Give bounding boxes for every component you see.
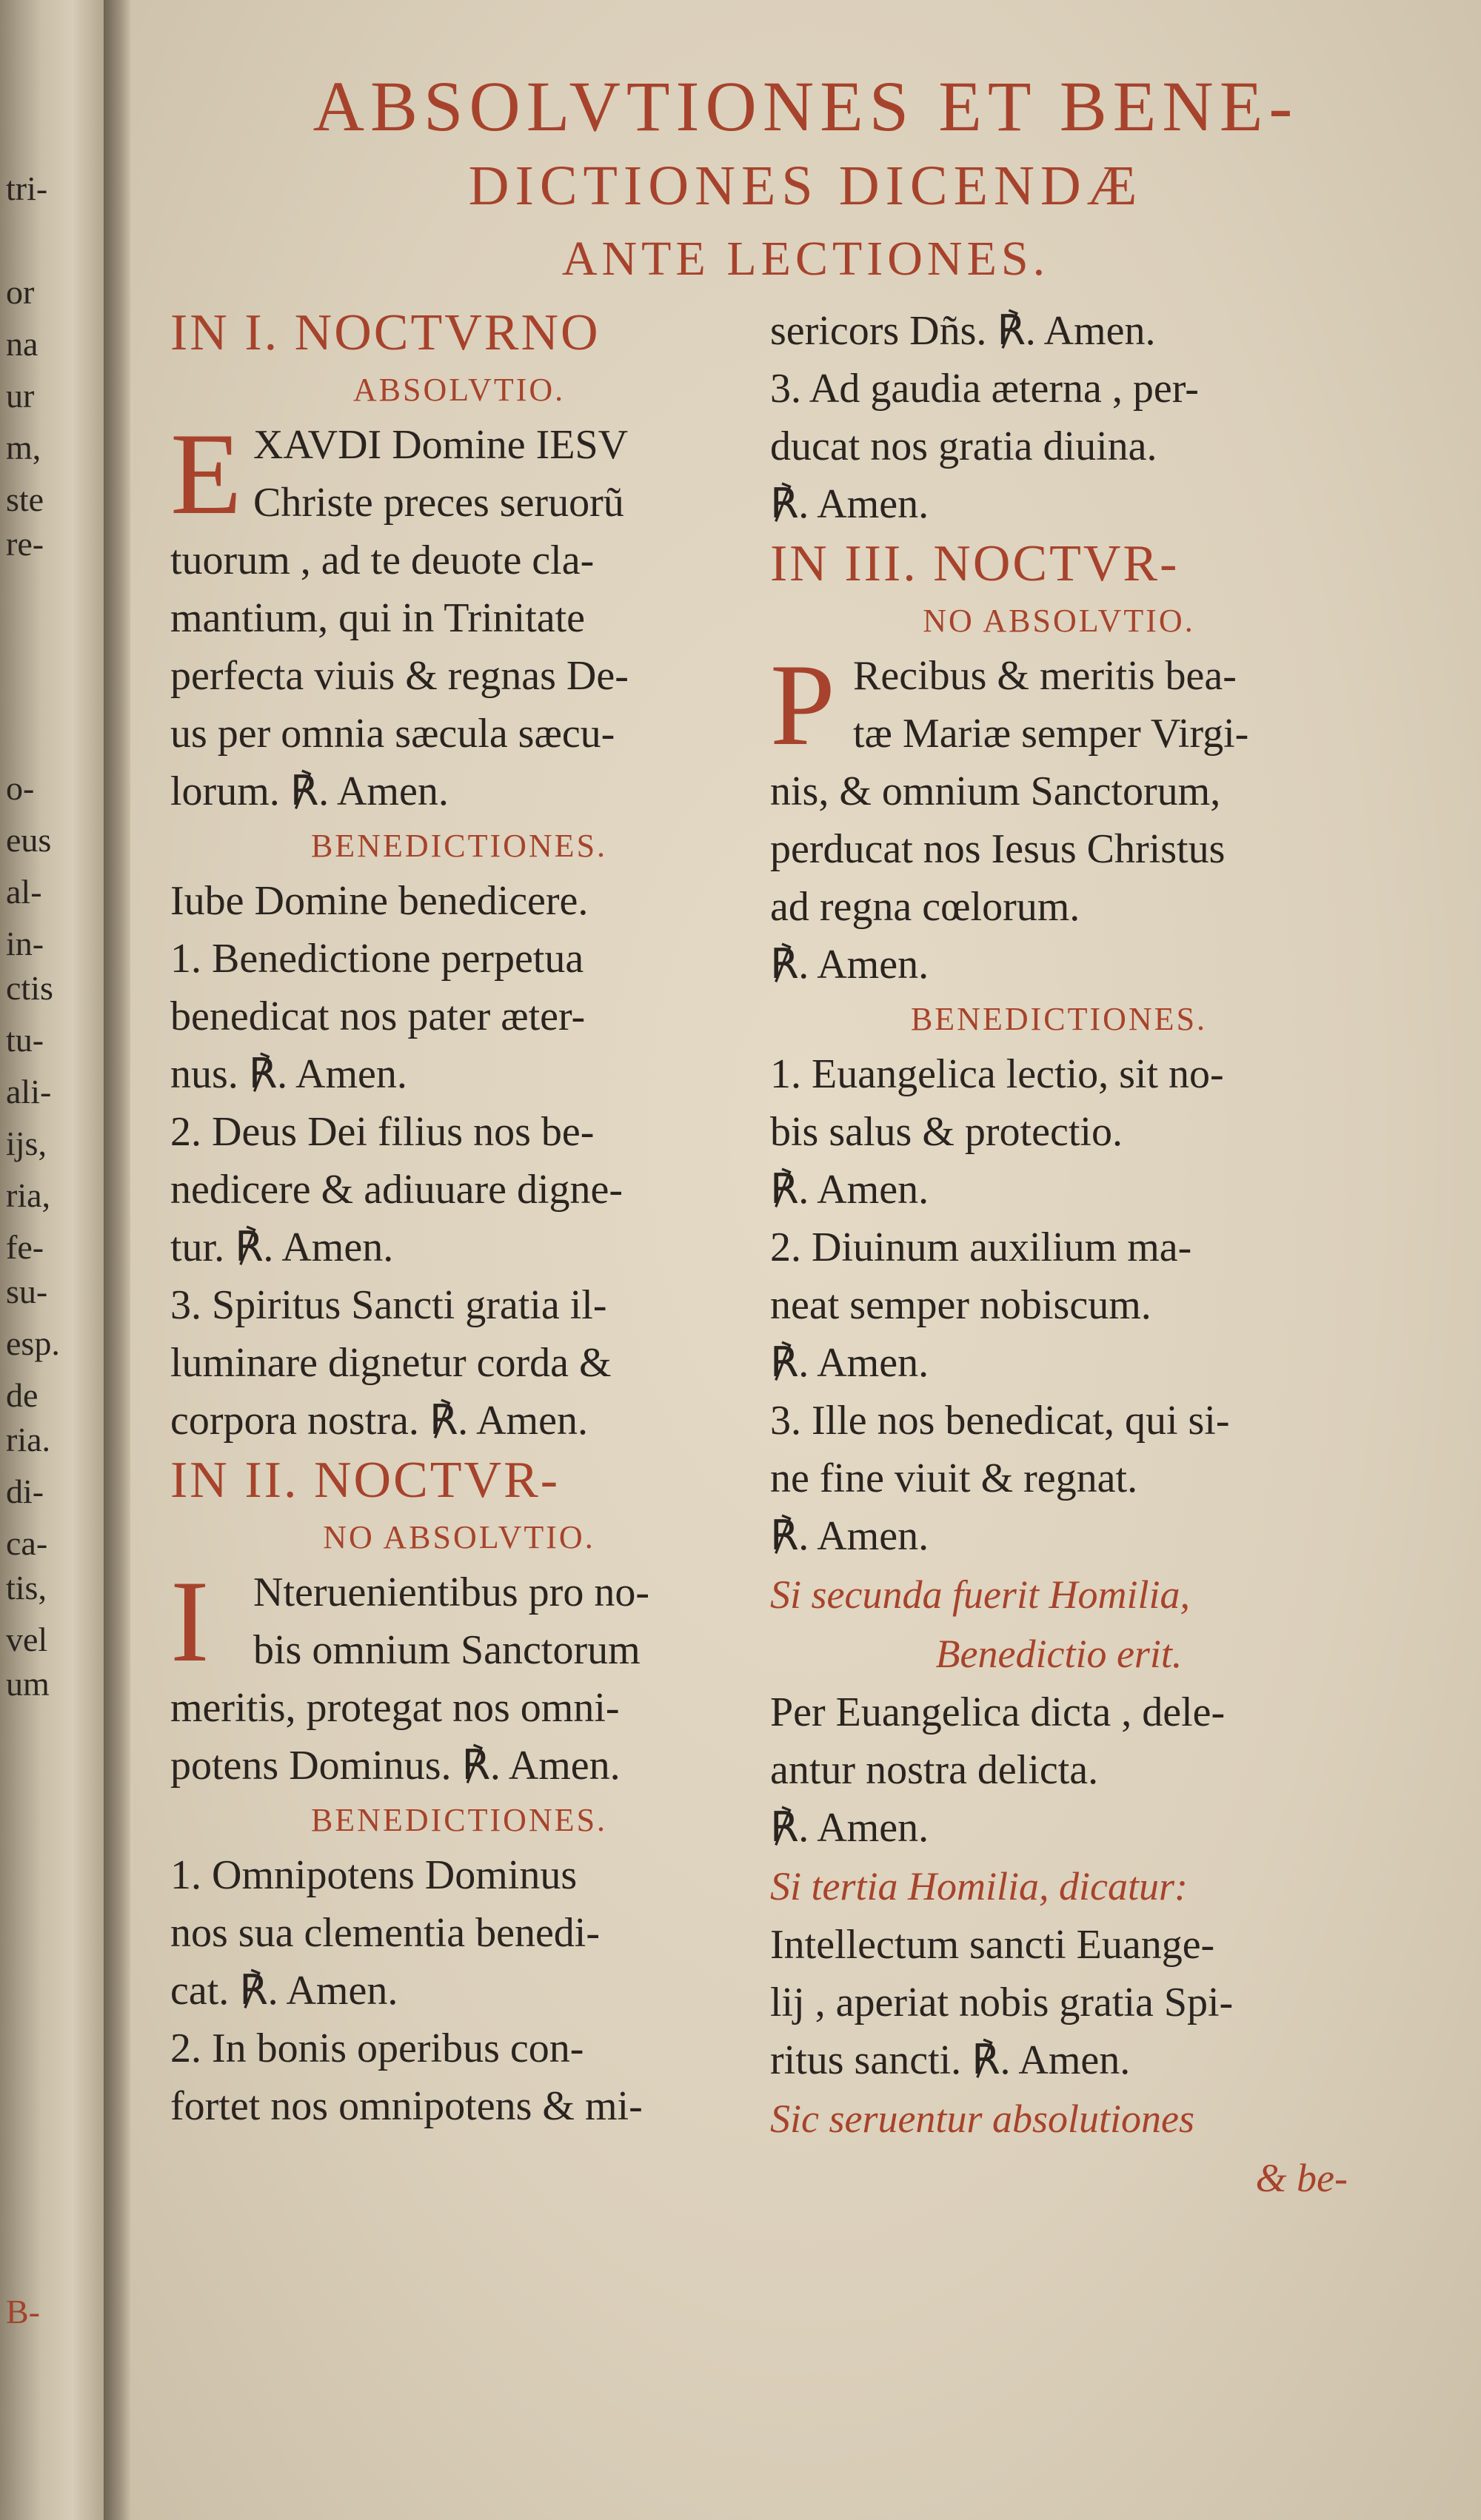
left-page-fragment: ijs, — [6, 1125, 47, 1162]
text-line: Per Euangelica dicta , dele- — [770, 1689, 1226, 1735]
left-page-fragment: al- — [6, 873, 42, 911]
text-line: Intellectum sancti Euange- — [770, 1922, 1215, 1968]
drop-cap-letter: P — [770, 640, 835, 770]
right-column — [770, 302, 1348, 2208]
left-facing-page — [0, 0, 104, 2520]
left-page-fragment: tu- — [6, 1021, 44, 1059]
text-line: Iube Domine benedicere. — [170, 878, 589, 924]
text-line: meritis, protegat nos omni- — [170, 1685, 620, 1731]
text-line: nus. ℟. Amen. — [170, 1051, 407, 1097]
left-page-fragment: ria, — [6, 1176, 51, 1214]
right-page — [130, 0, 1481, 2520]
text-line: ℟. Amen. — [770, 1167, 929, 1213]
text-line: 1. Euangelica lectio, sit no- — [770, 1051, 1224, 1097]
left-page-fragment: esp. — [6, 1324, 60, 1362]
text-line: bis omnium Sanctorum — [253, 1627, 641, 1673]
text-line: 2. Diuinum auxilium ma- — [770, 1224, 1192, 1270]
left-page-fragment: na — [6, 325, 39, 363]
text-line: lorum. ℟. Amen. — [170, 768, 449, 814]
benedictiones-2-heading: BENEDICTIONES. — [310, 1802, 608, 1838]
absolutio-2-paragraph — [170, 1557, 748, 1795]
text-line: benedicat nos pater æter- — [170, 993, 586, 1039]
left-page-fragment: vel — [6, 1621, 48, 1658]
left-page-fragment: ca- — [6, 1524, 48, 1562]
text-line: ℟. Amen. — [770, 1340, 929, 1386]
text-line: us per omnia sæcula sæcu- — [170, 711, 615, 757]
page-title-line-3: ANTE LECTIONES. — [561, 232, 1050, 286]
text-line: 2. In bonis operibus con- — [170, 2025, 584, 2071]
text-line: nis, & omnium Sanctorum, — [770, 768, 1221, 814]
text-line: 3. Ad gaudia æterna , per- — [770, 366, 1199, 412]
text-line: perducat nos Iesus Christus — [770, 826, 1226, 872]
text-line: bis salus & protectio. — [770, 1109, 1123, 1155]
text-line: 3. Ille nos benedicat, qui si- — [770, 1398, 1230, 1444]
text-line: ducat nos gratia diuina. — [770, 423, 1157, 469]
closing-rubric: Sic seruentur absolutiones — [770, 2097, 1194, 2141]
text-line: luminare dignetur corda & — [170, 1340, 612, 1386]
text-line: mantium, qui in Trinitate — [170, 595, 586, 641]
left-page-fragment: eus — [6, 821, 52, 859]
benedictiones-1-heading: BENEDICTIONES. — [310, 828, 608, 864]
text-line: XAVDI Domine IESV — [253, 422, 629, 468]
nocturn-2-subheading: NO ABSOLVTIO. — [323, 1519, 595, 1555]
left-page-fragment: in- — [6, 925, 44, 962]
left-page-fragment: su- — [6, 1273, 48, 1310]
left-page-fragment: ria. — [6, 1421, 51, 1458]
left-page-fragment: re- — [6, 525, 44, 563]
nocturn-1-heading: IN I. NOCTVRNO — [170, 304, 601, 361]
text-line: ℟. Amen. — [770, 481, 929, 527]
rubric-benedictio-erit: Benedictio erit. — [935, 1632, 1183, 1676]
text-line: 2. Deus Dei filius nos be- — [170, 1109, 595, 1155]
left-page-fragment: di- — [6, 1472, 44, 1510]
text-line: antur nostra delicta. — [770, 1747, 1099, 1793]
left-page-fragment: um — [6, 1665, 50, 1703]
rubric-secunda-homilia: Si secunda fuerit Homilia, — [770, 1572, 1190, 1617]
left-page-fragment: or — [6, 273, 35, 311]
page-title-line-2: DICTIONES DICENDÆ — [468, 155, 1143, 217]
nocturn-3-heading: IN III. NOCTVR- — [770, 535, 1180, 592]
left-page-fragment: m, — [6, 429, 41, 466]
text-line: sericors Dñs. ℟. Amen. — [770, 308, 1156, 354]
catchword: & be- — [1255, 2156, 1348, 2200]
book-gutter — [104, 0, 130, 2520]
left-page-fragment: o- — [6, 769, 35, 807]
nocturn-1-subheading: ABSOLVTIO. — [352, 372, 566, 408]
text-line: cat. ℟. Amen. — [170, 1968, 398, 2014]
text-line: Recibus & meritis bea- — [853, 653, 1237, 699]
nocturn-2-heading: IN II. NOCTVR- — [170, 1452, 561, 1509]
text-line: ℟. Amen. — [770, 1805, 929, 1851]
drop-cap-letter: I — [170, 1557, 210, 1686]
rubric-tertia-homilia: Si tertia Homilia, dicatur: — [770, 1864, 1188, 1909]
text-line: nedicere & adiuuare digne- — [170, 1167, 624, 1213]
text-line: fortet nos omnipotens & mi- — [170, 2083, 643, 2129]
text-line: lij , aperiat nobis gratia Spi- — [770, 1980, 1234, 2025]
left-page-fragment: de — [6, 1376, 39, 1414]
left-page-fragment: ctis — [6, 969, 53, 1007]
left-page-footer: B- — [6, 2293, 40, 2330]
text-line: tur. ℟. Amen. — [170, 1224, 394, 1270]
text-line: 1. Omnipotens Dominus — [170, 1852, 578, 1898]
text-line: Christe preces seruorũ — [253, 480, 624, 526]
text-line: tuorum , ad te deuote cla- — [170, 537, 595, 583]
text-line: corpora nostra. ℟. Amen. — [170, 1398, 588, 1444]
text-line: neat semper nobiscum. — [770, 1282, 1151, 1328]
nocturn-3-subheading: NO ABSOLVTIO. — [923, 603, 1195, 639]
page-title-line-1: ABSOLVTIONES ET BENE- — [312, 67, 1299, 146]
text-line: Nteruenientibus pro no- — [253, 1569, 649, 1615]
text-line: tæ Mariæ semper Virgi- — [853, 711, 1249, 757]
text-line: ℟. Amen. — [770, 942, 929, 988]
left-page-fragment: ste — [6, 480, 44, 518]
left-page-fragment: fe- — [6, 1228, 44, 1266]
absolutio-3-paragraph — [770, 640, 1348, 993]
text-line: 1. Benedictione perpetua — [170, 936, 584, 982]
text-line: perfecta viuis & regnas De- — [170, 653, 629, 699]
left-page-fragment: tri- — [6, 170, 48, 207]
drop-cap-letter: E — [170, 409, 242, 539]
text-line: nos sua clementia benedi- — [170, 1910, 601, 1956]
left-column — [170, 302, 748, 2135]
absolutio-1-paragraph — [170, 409, 748, 820]
left-page-fragment: ali- — [6, 1073, 52, 1110]
text-line: ad regna cœlorum. — [770, 884, 1080, 930]
text-line: potens Dominus. ℟. Amen. — [170, 1743, 621, 1789]
left-page-fragment: tis, — [6, 1569, 47, 1606]
left-page-fragment: ur — [6, 377, 35, 415]
text-line: ne fine viuit & regnat. — [770, 1455, 1138, 1501]
text-line: ritus sancti. ℟. Amen. — [770, 2037, 1131, 2083]
text-line: ℟. Amen. — [770, 1513, 929, 1559]
text-line: 3. Spiritus Sancti gratia il- — [170, 1282, 607, 1328]
benedictiones-3-heading: BENEDICTIONES. — [910, 1001, 1208, 1037]
